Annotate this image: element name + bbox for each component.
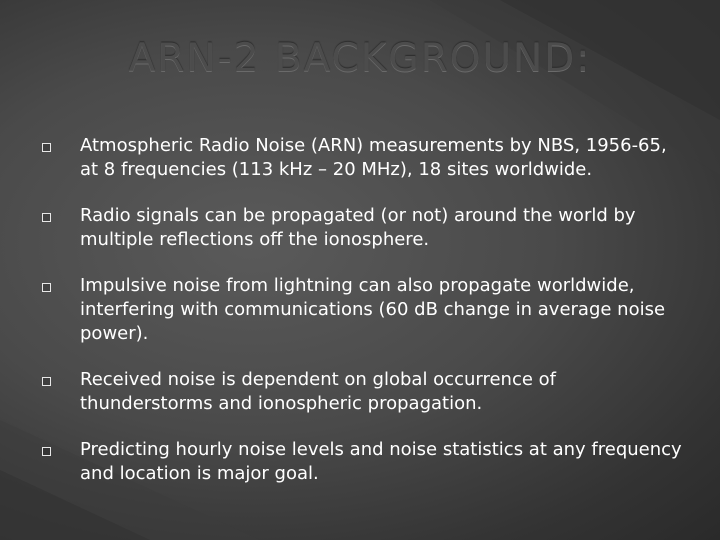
checkbox-square-icon <box>42 447 51 456</box>
checkbox-square-icon <box>42 283 51 292</box>
bullet-text: Radio signals can be propagated (or not) around the world by multiple reflections off the ionosphere. <box>80 205 636 250</box>
bullet-item <box>0 134 720 182</box>
bullet-text: Received noise is dependent on global occurrence of thunderstorms and ionospheric propagation. <box>80 369 556 414</box>
checkbox-square-icon <box>42 213 51 222</box>
bullet-item <box>0 368 720 416</box>
slide-title: ARN-2 BACKGROUND: <box>128 36 592 81</box>
checkbox-square-icon <box>42 377 51 386</box>
bullet-item <box>0 204 720 252</box>
bullet-text: Predicting hourly noise levels and noise statistics at any frequency and location is major goal. <box>80 439 682 484</box>
bullet-text: Atmospheric Radio Noise (ARN) measurements by NBS, 1956-65, at 8 frequencies (113 kHz – 20 MHz), 18 sites worldwide. <box>80 135 667 180</box>
bullet-list <box>0 134 720 508</box>
bullet-text: Impulsive noise from lightning can also propagate worldwide, interfering with communications (60 dB change in average noise power). <box>80 275 666 344</box>
bullet-item <box>0 438 720 486</box>
checkbox-square-icon <box>42 143 51 152</box>
bullet-item <box>0 274 720 346</box>
